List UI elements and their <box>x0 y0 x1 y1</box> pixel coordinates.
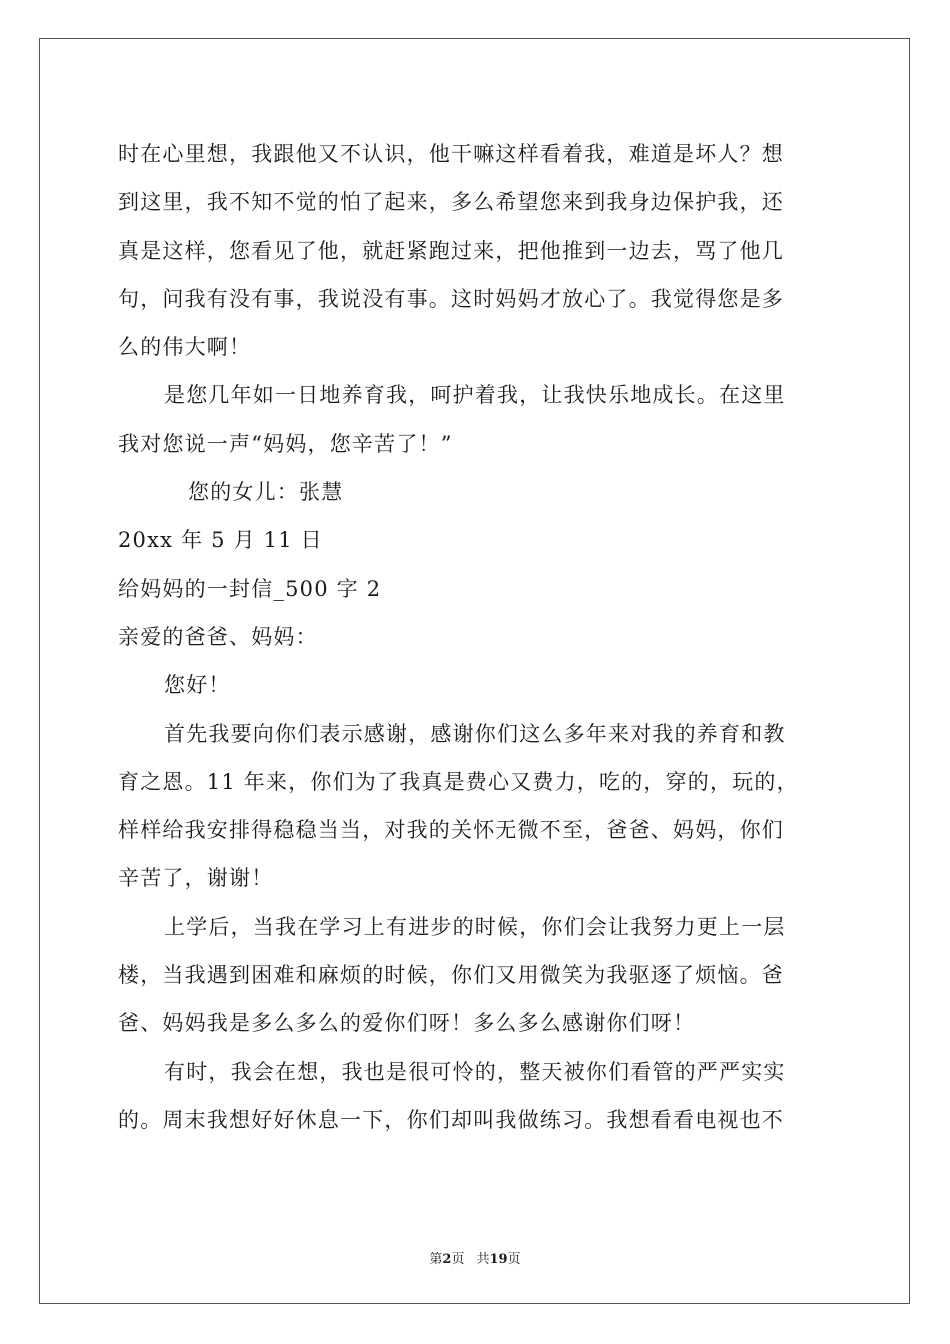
section-title: 给妈妈的一封信_500 字 2 <box>118 576 382 601</box>
salutation: 亲爱的爸爸、妈妈： <box>118 624 318 649</box>
greeting: 您好！ <box>164 673 231 698</box>
text-line: 有时，我会在想，我也是很可怜的，整天被你们看管的严严实实 <box>164 1059 786 1084</box>
text-line: 爸、妈妈我是多么多么的爱你们呀！多么多么感谢你们呀！ <box>118 1011 696 1036</box>
text-line: 楼，当我遇到困难和麻烦的时候，你们又用微笑为我驱逐了烦恼。爸 <box>118 963 784 988</box>
text-line: 真是这样，您看见了他，就赶紧跑过来，把他推到一边去，骂了他几 <box>118 238 784 263</box>
total-unit: 页 <box>507 1252 521 1267</box>
text-line: 上学后，当我在学习上有进步的时候，你们会让我努力更上一层 <box>164 914 786 939</box>
text-line: 我对您说一声“妈妈，您辛苦了！” <box>118 431 453 456</box>
text-line: 育之恩。11 年来，你们为了我真是费心又费力，吃的，穿的，玩的， <box>118 769 799 794</box>
text-line: 到这里，我不知不觉的怕了起来，多么希望您来到我身边保护我，还 <box>118 190 784 215</box>
text-line: 么的伟大啊！ <box>118 335 252 360</box>
text-line: 时在心里想，我跟他又不认识，他干嘛这样看着我，难道是坏人？想 <box>118 142 784 166</box>
total-pages-number: 19 <box>489 1252 508 1267</box>
text-line: 是您几年如一日地养育我，呵护着我，让我快乐地成长。在这里 <box>164 383 786 408</box>
date-line: 20xx 年 5 月 11 日 <box>118 528 323 553</box>
text-line: 样样给我安排得稳稳当当，对我的关怀无微不至，爸爸、妈妈，你们 <box>118 818 784 843</box>
text-line: 辛苦了，谢谢！ <box>118 866 274 891</box>
text-line: 首先我要向你们表示感谢，感谢你们这么多年来对我的养育和教 <box>164 721 786 746</box>
current-page-number: 2 <box>442 1252 452 1267</box>
footer-prefix: 第 <box>429 1252 443 1267</box>
letter-body <box>118 130 838 1144</box>
page-footer <box>0 1248 950 1267</box>
signature-line: 您的女儿：张慧 <box>188 480 344 505</box>
page-unit: 页 <box>451 1252 465 1267</box>
text-line: 的。周末我想好好休息一下，你们却叫我做练习。我想看看电视也不 <box>118 1107 784 1132</box>
text-line: 句，问我有没有事，我说没有事。这时妈妈才放心了。我觉得您是多 <box>118 286 784 311</box>
total-prefix: 共 <box>476 1252 490 1267</box>
